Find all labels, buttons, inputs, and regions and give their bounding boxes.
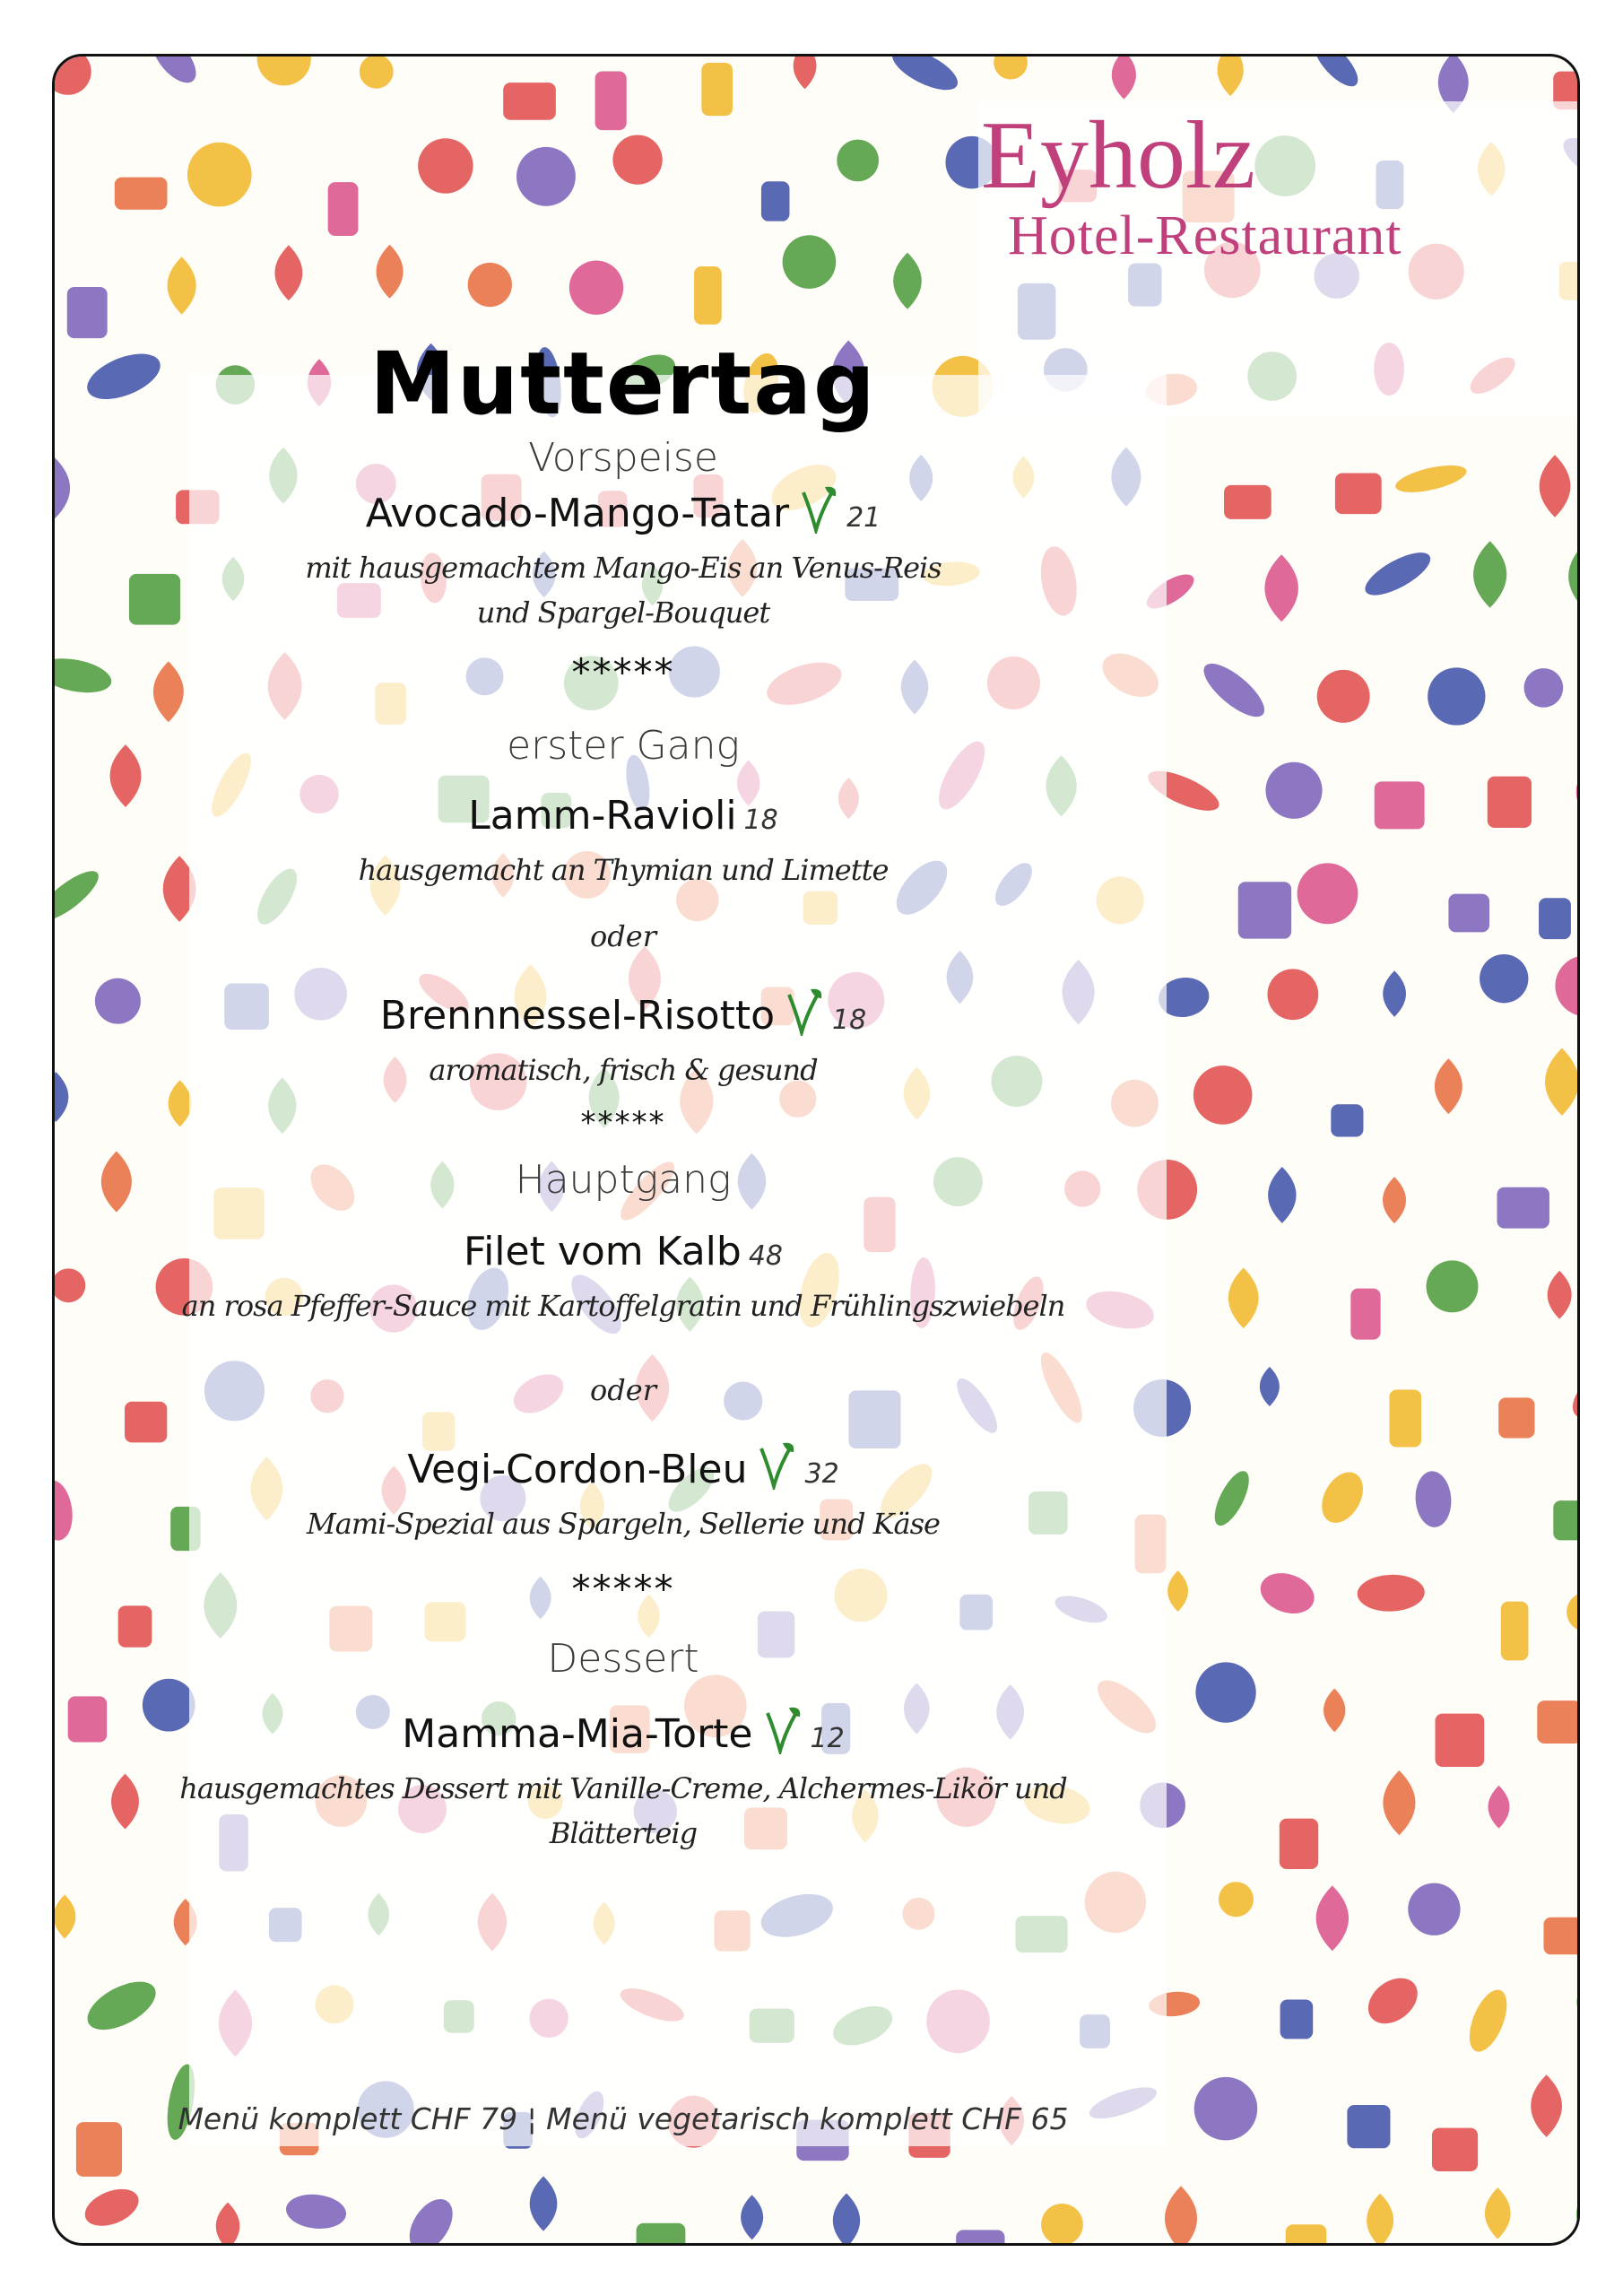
pattern-motif [1543,1918,1577,1955]
dish-description: hausgemachtes Dessert mit Vanille-Creme, Alchermes-Likör und [179,1771,1067,1805]
pattern-motif [994,57,1028,80]
pattern-motif [1280,1819,1318,1869]
dish-name: Filet vom Kalb [463,1229,742,1274]
pattern-motif [794,57,817,89]
dish-brennnessel-risotto [135,986,1112,1048]
pattern-motif [68,1696,107,1742]
dish-price: 21 [846,502,881,534]
pattern-motif [1367,2194,1393,2243]
pattern-motif [1167,1570,1188,1612]
pattern-motif [1383,1770,1415,1835]
pattern-motif [1347,2105,1390,2148]
pattern-motif [1359,544,1436,604]
pattern-motif [783,235,837,289]
pattern-motif [1383,970,1406,1017]
pattern-motif [516,147,576,206]
pattern-motif [55,457,70,518]
pattern-motif [1448,894,1489,933]
pattern-motif [216,2202,240,2243]
dish-description: an rosa Pfeffer-Sauce mit Kartoffelgratin und Frühlingszwiebeln [181,1289,1065,1323]
pattern-motif [1531,2074,1562,2137]
pattern-motif [1268,1167,1296,1223]
dish-name: Vegi-Cordon-Bleu [407,1447,748,1492]
pattern-motif [1567,1980,1577,2061]
pattern-motif [55,653,114,698]
pattern-motif [1314,1465,1371,1529]
pattern-motif [761,181,790,221]
pattern-motif [1555,955,1577,1016]
dish-price: 12 [810,1723,845,1754]
dish-description: Blätterteig [549,1816,698,1850]
pattern-motif [1324,1689,1345,1733]
pattern-motif [1208,1466,1255,1530]
dish-vegi-cordon-bleu [135,1439,1112,1501]
pattern-motif [1393,460,1470,498]
pattern-motif [1540,455,1571,517]
pattern-motif [1501,1602,1529,1661]
pattern-motif [1537,1700,1577,1744]
pattern-motif [1265,762,1322,819]
pattern-motif [1576,2183,1577,2243]
logo-name: Eyholz [981,102,1255,209]
dish-price: 48 [748,1240,784,1272]
pattern-motif [741,2195,763,2239]
pattern-motif [612,135,662,184]
page-title: Muttertag [369,334,877,434]
pattern-motif [274,245,302,300]
dish-name: Avocado-Mango-Tatar [365,491,790,536]
pattern-motif [1432,2128,1478,2171]
dish-description: hausgemacht an Thymian und Limette [358,853,889,887]
section-heading-dessert: Dessert [547,1636,699,1682]
pattern-motif [833,2193,860,2243]
pattern-motif [1414,1470,1454,1528]
pattern-motif [1567,1593,1577,1632]
pattern-motif [1539,898,1571,939]
dish-name: Mamma-Mia-Torte [402,1711,753,1757]
pattern-motif [55,1894,75,1938]
vegetarian-leaf-icon [798,483,839,534]
pattern-motif [637,2223,686,2243]
or-separator: oder [590,919,656,953]
pattern-motif [468,263,512,307]
pattern-motif [1524,668,1564,708]
pattern-motif [1357,1574,1425,1613]
pattern-motif [55,1478,76,1543]
pattern-motif [115,178,168,210]
pattern-motif [1428,667,1485,725]
pattern-motif [1041,2204,1083,2243]
pattern-motif [1485,2187,1511,2239]
pattern-motif [1218,57,1244,96]
pattern-motif [1436,1714,1485,1767]
pattern-motif [1568,543,1577,611]
pattern-motif [1193,1065,1253,1125]
pattern-motif [956,2230,1004,2243]
pattern-motif [1317,670,1370,723]
pattern-motif [80,2182,144,2233]
menu-content [135,318,1112,1856]
vegetarian-leaf-icon [756,1439,797,1490]
pattern-motif [1389,1389,1421,1447]
vegetarian-leaf-icon [784,986,825,1036]
pattern-motif [55,57,91,95]
pattern-motif [1228,1268,1259,1329]
logo-subtitle: Hotel-Restaurant [1008,205,1402,266]
pattern-motif [1545,1048,1577,1115]
pattern-motif [67,287,108,338]
pattern-motif [893,253,922,309]
pattern-motif [1224,485,1271,519]
pattern-motif [1238,882,1291,938]
pattern-motif [1267,969,1318,1020]
pattern-motif [503,83,556,120]
or-separator: oder [590,1373,656,1407]
pattern-motif [1331,1104,1363,1136]
pattern-motif [1564,1360,1577,1428]
pattern-motif [1548,1271,1572,1319]
pattern-motif [168,257,196,314]
pattern-motif [1488,1786,1510,1829]
pattern-motif [1286,2224,1327,2243]
pattern-motif [1335,474,1382,515]
pattern-motif [187,143,252,207]
pattern-motif [55,1268,85,1302]
pattern-motif [701,63,733,116]
pattern-motif [1280,2000,1314,2039]
dish-lamm-ravioli [135,789,1112,848]
pattern-motif [377,245,404,299]
pattern-motif [1497,1187,1549,1229]
pattern-motif [328,182,359,236]
pattern-motif [257,57,311,85]
dish-price: 32 [804,1458,839,1490]
section-heading-vorspeise: Vorspeise [528,435,718,481]
pattern-motif [1195,1662,1255,1722]
pattern-motif [1307,57,1365,93]
pattern-motif [76,2122,122,2177]
pattern-motif [1408,1883,1460,1935]
pattern-motif [1194,2077,1258,2141]
pattern-motif [144,57,204,91]
pattern-motif [1350,1289,1380,1340]
star-separator: ***** [571,650,675,694]
pattern-motif [1375,781,1425,829]
dish-price: 18 [832,1004,867,1036]
pattern-motif [1112,57,1136,100]
pattern-motif [284,2192,348,2232]
dish-avocado-mango-tatar [135,483,1112,545]
star-separator: ***** [580,1105,666,1141]
pattern-motif [1298,863,1358,924]
pattern-motif [1473,541,1506,607]
pattern-motif [1219,1882,1254,1917]
section-heading-hauptgang: Hauptgang [515,1157,732,1203]
pattern-motif [80,1972,163,2040]
pattern-motif [1498,1397,1534,1438]
pattern-motif [694,266,722,325]
pattern-motif [1165,2186,1197,2243]
pattern-motif [1260,1367,1280,1406]
star-separator: ***** [571,1567,675,1611]
pattern-motif [360,57,394,89]
pattern-motif [1462,1985,1515,2057]
pattern-motif [1488,777,1532,828]
section-heading-erster-gang: erster Gang [507,723,740,769]
pattern-motif [530,2176,558,2231]
pattern-motif [55,1072,68,1122]
dish-price: 18 [743,804,778,836]
dish-name: Lamm-Ravioli [468,793,737,839]
vegetarian-leaf-icon [762,1704,803,1754]
dish-description: mit hausgemachtem Mango-Eis an Venus-Reis [305,551,942,585]
pattern-motif [886,57,963,99]
pattern-motif [1553,1500,1577,1540]
pattern-motif [1427,1260,1479,1312]
pattern-motif [1264,554,1298,622]
pattern-motif [1576,762,1577,822]
pattern-motif [55,864,105,929]
pattern-motif [595,72,627,131]
pattern-motif [1383,1177,1406,1223]
restaurant-logo [981,102,1519,341]
dish-description: und Spargel-Bouquet [476,596,770,630]
pattern-motif [1480,954,1528,1003]
pattern-motif [837,140,879,182]
pattern-motif [569,261,623,315]
pattern-motif [401,2191,462,2243]
pattern-motif [1316,1885,1349,1951]
pattern-motif [1359,1969,1427,2032]
dish-description: Mami-Spezial aus Spargeln, Sellerie und Käse [307,1507,940,1541]
dish-name: Brennnessel-Risotto [379,993,775,1039]
dish-mamma-mia-torte [135,1704,1112,1766]
pattern-motif [1196,655,1272,725]
pattern-motif [418,138,473,193]
menu-price-footer: Menü komplett CHF 79 ¦ Menü vegetarisch komplett CHF 65 [178,2101,1069,2136]
dish-description: aromatisch, frisch & gesund [429,1053,818,1087]
pattern-motif [1255,1566,1320,1620]
dish-filet-vom-kalb [135,1225,1112,1283]
pattern-motif [1435,1058,1462,1114]
pattern-motif [101,1152,132,1213]
